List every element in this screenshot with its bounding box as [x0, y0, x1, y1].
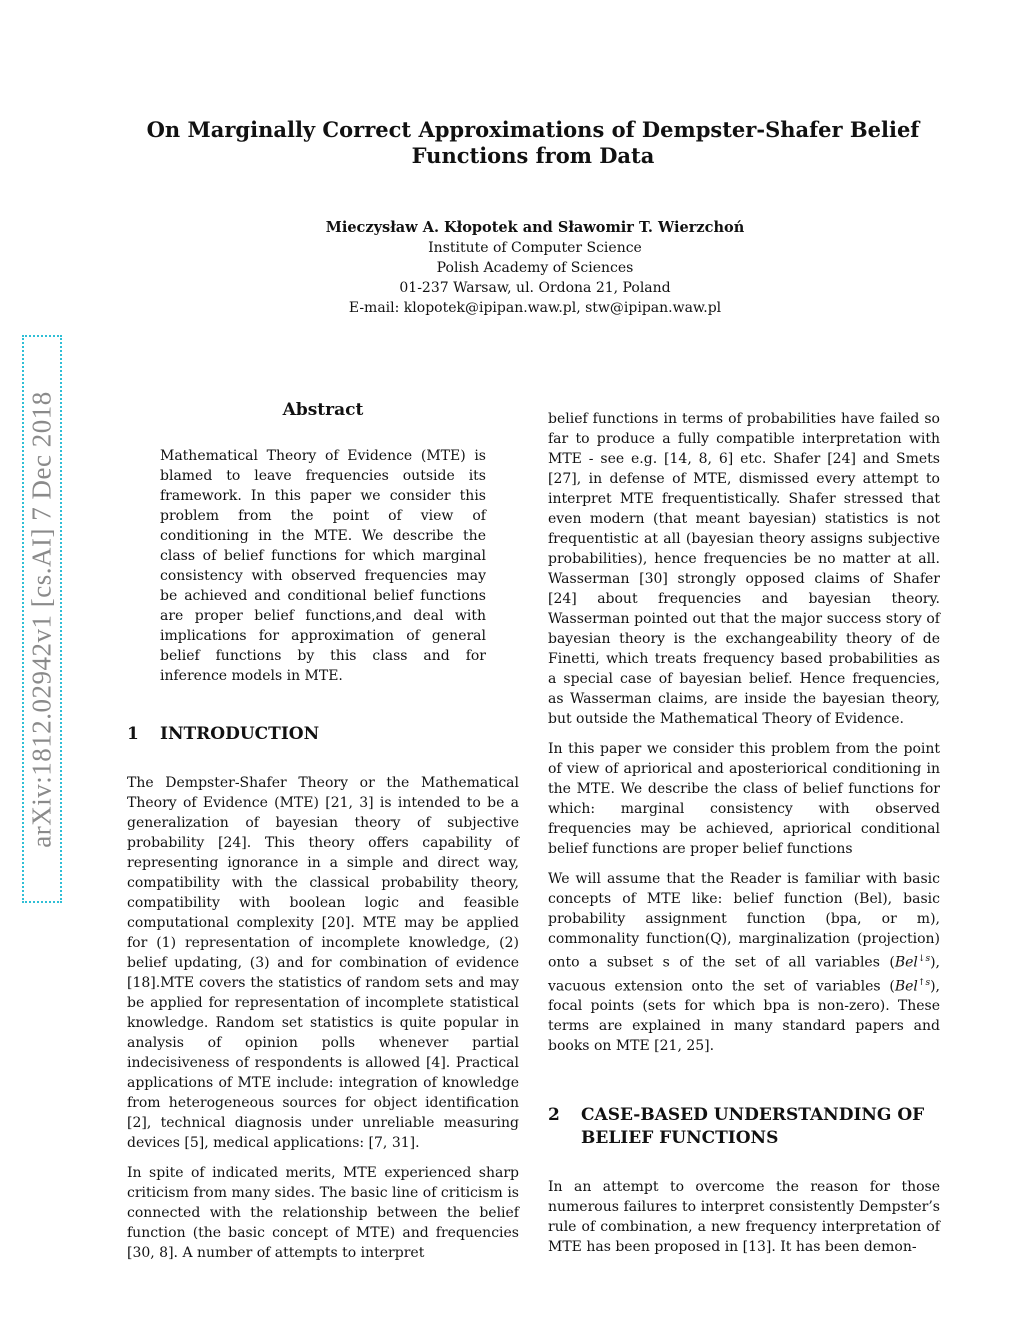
intro-paragraph-4 — [548, 869, 940, 1056]
right-column — [548, 409, 940, 1257]
intro-paragraph-1: The Dempster-Shafer Theory or the Mathematical Theory of Evidence (MTE) [21, 3] is intended to be a generalization of bayesian theory of subjective probability [24]. This theory offers capability of representing ignorance in a simple and direct way, compatibility with the classical probability theory, compatibility with boolean logic and feasible computational complexity [20]. MTE may be applied for (1) representation of incomplete knowledge, (2) belief updating, (3) and for combination of evidence [18].MTE covers the statistics of random sets and may be applied for representation of incomplete statistical knowledge. Random set statistics is quite popular in analysis of opinion polls whenever partial indecisiveness of respondents is allowed [4]. Practical applications of MTE include: integration of knowledge from heterogeneous sources for object identification [2], technical diagnosis under unreliable measuring devices [5], medical applications: [7, 31]. — [127, 775, 519, 1151]
author-block — [150, 218, 920, 318]
section-1-heading — [127, 723, 519, 746]
affiliation-institute: Institute of Computer Science — [428, 240, 642, 256]
extension-superscript: ↑s — [917, 977, 931, 988]
assumption-text-c: ), focal points (sets for which bpa is non-zero). These terms are explained in many standard papers and books on MTE [21, 25]. — [548, 978, 940, 1055]
intro-paragraph-2: In spite of indicated merits, MTE experienced sharp criticism from many sides. The basic line of criticism is connected with the relationship between the belief function (the basic concept of MTE) and frequencies [30, 8]. A number of attempts to interpret — [127, 1165, 519, 1261]
bel-symbol-down: Bel — [894, 954, 918, 971]
section-1-title: INTRODUCTION — [160, 724, 320, 744]
intro-paragraph-3: In this paper we consider this problem from the point of view of apriorical and aposteriorical conditioning in the MTE. We describe the class of belief functions for which: marginal consistency with observed frequencies may be achieved, apriorical conditional belief functions are proper belief functions — [548, 741, 940, 857]
bel-symbol-up: Bel — [894, 978, 918, 995]
assumption-text-b: ), vacuous extension onto the set of variables ( — [548, 954, 940, 995]
section-2-number: 2 — [548, 1105, 560, 1126]
marginal-superscript: ↓s — [917, 954, 931, 964]
paper-title: On Marginally Correct Approximations of Dempster-Shafer Belief Functions from Data — [146, 117, 920, 168]
assumption-text-a: We will assume that the Reader is familiar with basic concepts of MTE like: belief function (Bel), basic probability assignment function (bpa, or m), commonality function(Q), marginalization (projection) onto a subset s of the set of all variables ( — [548, 871, 940, 971]
intro-continuation-paragraph: belief functions in terms of probabilities have failed so far to produce a fully compatible interpretation with MTE - see e.g. [14, 8, 6] etc. Shafer [24] and Smets [27], in defense of MTE, dismissed every attempt to interpret MTE frequentistically. Shafer stressed that even modern (that meant bayesian) statistics is not frequentistic at all (bayesian theory assigns subjective probabilities), hence frequencies be no matter at all. Wasserman [30] strongly opposed claims of Shafer [24] about frequencies and bayesian theory. Wasserman pointed out that the major success story of bayesian theory is the exchangeability theory of de Finetti, which treats frequency based probabilities as a special case of bayesian belief. Hence frequencies, as Wasserman claims, are inside the bayesian theory, but outside the Mathematical Theory of Evidence. — [548, 411, 940, 727]
section-2-paragraph-1: In an attempt to overcome the reason for those numerous failures to interpret consistently Dempster’s rule of combination, a new frequency interpretation of MTE has been proposed in [13]. It has been demon- — [548, 1179, 940, 1256]
left-column — [127, 400, 519, 1263]
abstract-text: Mathematical Theory of Evidence (MTE) is blamed to leave frequencies outside its framework. In this paper we consider this problem from the point of view of conditioning in the MTE. We describe the class of belief functions for which marginal consistency with observed frequencies may be achieved and conditional belief functions are proper belief functions,and deal with implications for approximation of general belief functions by this class and for inference models in MTE. — [160, 448, 486, 684]
section-2-heading — [548, 1104, 940, 1150]
arxiv-stamp-text: arXiv:1812.02942v1 [cs.AI] 7 Dec 2018 — [26, 390, 57, 848]
author-names: Mieczysław A. Kłopotek and Sławomir T. Wierzchoń — [325, 219, 745, 236]
section-1-number: 1 — [127, 724, 139, 744]
affiliation-email: E-mail: klopotek@ipipan.waw.pl, stw@ipipan.waw.pl — [348, 300, 722, 316]
affiliation-academy: Polish Academy of Sciences — [436, 260, 634, 276]
arxiv-stamp[interactable] — [22, 335, 62, 903]
abstract-heading: Abstract — [282, 400, 364, 420]
section-2-title: CASE-BASED UNDERSTANDING OF BELIEF FUNCTIONS — [581, 1105, 925, 1149]
affiliation-address: 01-237 Warsaw, ul. Ordona 21, Poland — [399, 280, 671, 296]
